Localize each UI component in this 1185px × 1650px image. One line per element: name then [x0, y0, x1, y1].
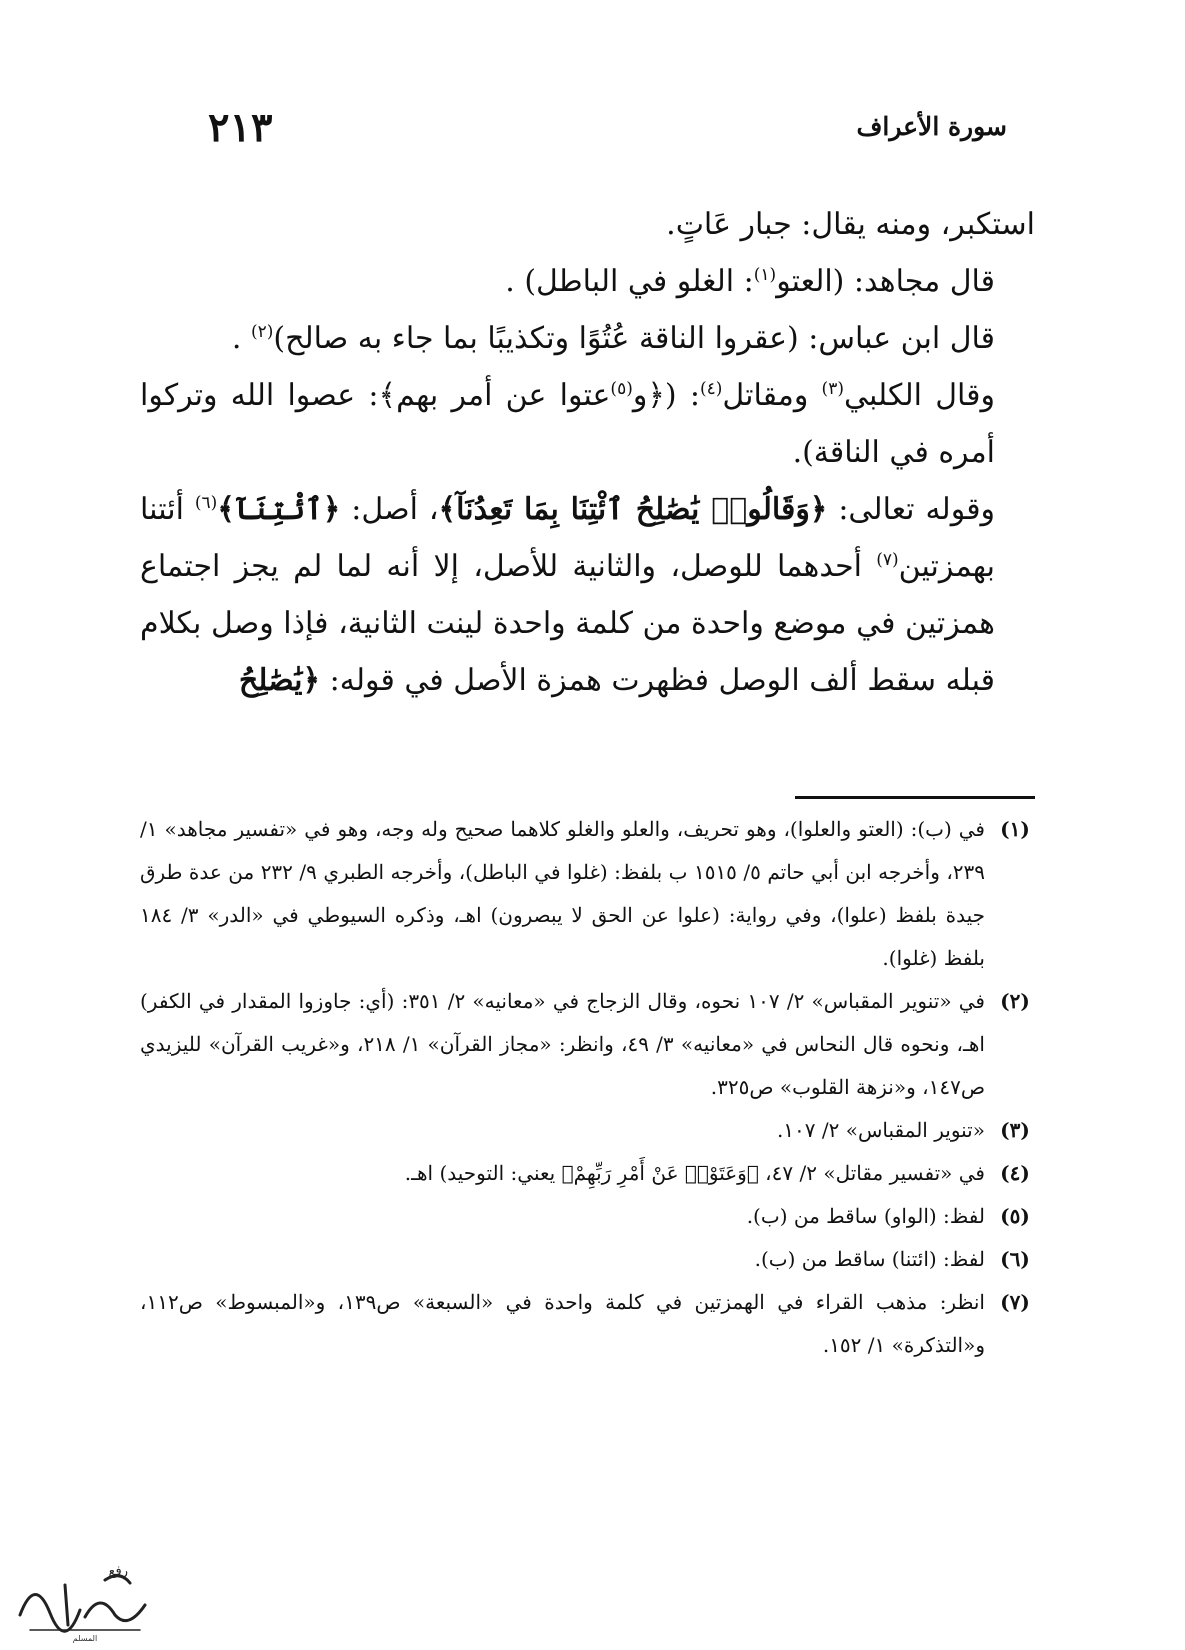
footnote-ref: (٢) — [250, 322, 274, 342]
footnote-text: لفظ: (الواو) ساقط من (ب). — [746, 1204, 985, 1228]
footnote-text: في (ب): (العتو والعلوا)، وهو تحريف، والعلو والغلو كلاهما صحيح وله وجه، وهو في «تفسير مجاهد» ١/ ٢٣٩، وأخرجه ابن أبي حاتم ٥/ ١٥١٥ ب بلفظ: (غلوا في الباطل)، وأخرجه الطبري ٩/ ٢٣٢ من عدة طرق جيدة بلفظ (علوا)، وفي رواية: (علوا عن الحق لا يبصرون) اهـ، وذكره السيوطي في «الدر» ٣/ ١٨٤ بلفظ (غلوا). — [140, 817, 986, 970]
body-paragraph-3 — [140, 310, 1035, 367]
footnote-item — [140, 1238, 1035, 1281]
footnote-item — [140, 1281, 1035, 1367]
footnote-number: (٧) — [1000, 1290, 1030, 1314]
footnote-text: في «تنوير المقباس» ٢/ ١٠٧ نحوه، وقال الزجاج في «معانيه» ٢/ ٣٥١: (أي: جاوزوا المقدار في الكفر) اهـ، ونحوه قال النحاس في «معانيه» ٣/ ٤٩، وانظر: «مجاز القرآن» ١/ ٢١٨، و«غريب القرآن» لليزيدي ص١٤٧، و«نزهة القلوب» ص٣٢٥. — [140, 989, 985, 1099]
footnote-number: (٥) — [1000, 1204, 1030, 1228]
footnote-ref: (٤) — [699, 379, 723, 399]
body-paragraph-5 — [140, 481, 1035, 709]
body-text-span: : الغلو في الباطل) . — [505, 264, 754, 299]
footnote-text: انظر: مذهب القراء في الهمزتين في كلمة واحدة في «السبعة» ص١٣٩، و«المبسوط» ص١١٢، و«التذكرة» ١/ ١٥٢. — [140, 1290, 985, 1357]
page-number: ٢١٣ — [208, 104, 273, 151]
body-text-span: قال مجاهد: (العتو — [776, 264, 995, 299]
calligraphy-logo-icon — [10, 1555, 160, 1645]
quran-quote: ﴿ٱئْتِنَآ﴾ — [217, 492, 341, 527]
body-paragraph-4 — [140, 367, 1035, 481]
running-title: سورة الأعراف — [856, 112, 1007, 141]
body-text-span: وقوله تعالى: — [827, 492, 996, 527]
footnotes — [140, 808, 1035, 1367]
body-text-span: ، أصل: — [340, 492, 439, 527]
footnote-item — [140, 808, 1035, 980]
footnote-separator — [795, 796, 1035, 799]
footnote-ref: (٣) — [821, 379, 844, 399]
footnote-item — [140, 980, 1035, 1109]
footnote-text: «تنوير المقباس» ٢/ ١٠٧. — [776, 1118, 985, 1142]
footnote-ref: (١) — [753, 265, 777, 285]
body-line-1: استكبر، ومنه يقال: جبار عَاتٍ. — [666, 207, 1035, 242]
body-text-span: وقال الكلبي — [843, 378, 995, 413]
body-text-span: أئتنا بهمزتين — [140, 492, 995, 584]
footnote-item — [140, 1109, 1035, 1152]
footnote-text: في «تفسير مقاتل» ٢/ ٤٧، ﴿وَعَتَوْا۟ عَنْ أَمْرِ رَبِّهِمْ﴾ يعني: التوحيد) اهـ. — [404, 1161, 985, 1185]
svg-text:رفع: رفع — [108, 1564, 128, 1579]
body-text-span: قال ابن عباس: (عقروا الناقة عُتُوًا وتكذيبًا بما جاء به صالح) — [273, 321, 995, 356]
footnote-text: لفظ: (ائتنا) ساقط من (ب). — [754, 1247, 985, 1271]
quran-quote: ﴿وَقَالُوا۟ يَٰصَٰلِحُ ٱئْتِنَا بِمَا تَعِدُنَآ﴾ — [438, 492, 828, 527]
footnote-item — [140, 1195, 1035, 1238]
footnote-number: (١) — [1000, 817, 1030, 841]
svg-text:المسلم: المسلم — [72, 1634, 98, 1643]
footnote-number: (٦) — [1000, 1247, 1030, 1271]
body-text-span: عتوا عن أمر بهم﴾: عصوا الله وتركوا أمره في الناقة). — [140, 378, 995, 470]
body-text-span: أحدهما للوصل، والثانية للأصل، إلا أنه لما لم يجز اجتماع همزتين في موضع واحدة من كلمة واحدة لينت الثانية، فإذا وصل بكلام قبله سقط ألف الوصل فظهرت همزة الأصل في قوله: — [140, 549, 995, 698]
footnote-ref: (٦) — [194, 493, 218, 513]
footnote-number: (٢) — [1000, 989, 1030, 1013]
footnote-number: (٤) — [1000, 1161, 1030, 1185]
footnote-ref: (٥) — [610, 379, 633, 399]
body-text-span: ومقاتل — [722, 378, 822, 413]
footnote-ref: (٧) — [876, 550, 899, 570]
footnote-item — [140, 1152, 1035, 1195]
main-text — [140, 196, 1035, 709]
body-text-span: . — [231, 321, 251, 356]
body-text-span: : (﴿و — [632, 378, 700, 413]
quran-quote: ﴿يَٰصَٰلِحُ — [238, 663, 321, 698]
footnote-number: (٣) — [1000, 1118, 1030, 1142]
body-paragraph-2 — [140, 253, 1035, 310]
